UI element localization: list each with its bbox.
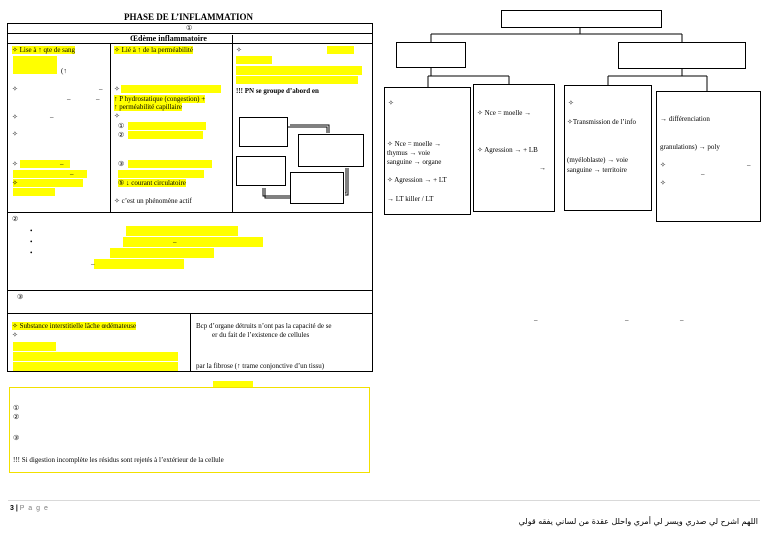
box1-line2: thymus → voie xyxy=(387,149,431,157)
col2-line3: ↑ perméabilité capillaire xyxy=(114,103,183,111)
box3-line2: (myéloblaste) → voie xyxy=(567,156,629,164)
col1-line2: (↑ xyxy=(61,67,67,75)
section-2-dash: – xyxy=(173,238,177,246)
col1-bullet: ✧ xyxy=(12,130,18,138)
section-3-number: ③ xyxy=(17,293,24,301)
highlight-mark xyxy=(128,122,206,130)
section-2-bullet: • xyxy=(30,238,33,246)
highlight-mark xyxy=(118,170,204,178)
highlight-mark xyxy=(121,85,221,93)
col1-bullet: ✧ xyxy=(12,179,18,187)
box1-line1: ✧ Nce = moelle → xyxy=(387,140,442,148)
box4-line2: granulations) → poly xyxy=(660,143,720,151)
highlight-mark xyxy=(236,66,362,75)
box3-bullet: ✧ xyxy=(568,99,574,107)
page-number: 3 xyxy=(10,505,14,512)
highlight-mark xyxy=(327,46,354,54)
highlight-mark xyxy=(13,188,55,196)
highlight-mark xyxy=(236,76,358,84)
highlight-mark xyxy=(126,226,238,236)
col2-actif: ✧ c’est un phénomène actif xyxy=(114,197,192,205)
col3-pn: !!! PN se groupe d’abord en xyxy=(236,87,319,95)
under-dash: – xyxy=(680,316,684,324)
section-4-n2: ② xyxy=(13,413,20,421)
monocyte-box xyxy=(564,85,652,211)
highlight-mark xyxy=(128,131,203,139)
highlight-mark xyxy=(128,160,212,168)
section-2-bullet: • xyxy=(30,249,33,257)
col2-bullet: ✧ xyxy=(114,112,120,120)
box1-bullet: ✧ xyxy=(388,99,394,107)
col1-dash: – xyxy=(50,113,54,121)
col1-dash: – xyxy=(70,170,74,178)
pn-box xyxy=(298,134,364,167)
box1-line5: → LT killer / LT xyxy=(387,195,434,203)
section-3-left-line1: ✧ Substance interstitielle lâche œdémateuse xyxy=(12,322,137,330)
diagram-right-box xyxy=(618,42,746,69)
box2-line2: ✧ Agression → + LB xyxy=(477,146,538,154)
section-4-n1: ① xyxy=(13,404,20,412)
box1-line4: ✧ Agression → + LT xyxy=(387,176,447,184)
section-4-n3: ③ xyxy=(13,434,20,442)
col1-dash: – xyxy=(96,95,100,103)
under-dash: – xyxy=(534,316,538,324)
box4-bullet: ✧ xyxy=(660,161,666,169)
section-4-note: !!! Si digestion incomplète les résidus sont rejetés à l’extérieur de la cellule xyxy=(13,456,224,464)
col1-bullet: ✧ xyxy=(12,113,18,121)
box2-line1: ✧ Nce = moelle → xyxy=(477,109,532,117)
col1-bullet: ✧ xyxy=(12,160,18,168)
page-word: P a g e xyxy=(19,505,49,512)
page-separator: | xyxy=(15,505,18,512)
col3-bullet: ✧ xyxy=(236,46,242,54)
section-3-right-line3: par la fibrose (↑ trame conjonctive d’un tissu) xyxy=(196,362,325,370)
pn-box xyxy=(290,172,344,204)
col1-dash: – xyxy=(67,95,71,103)
highlight-mark xyxy=(13,56,57,74)
col1-bullet: ✧ xyxy=(12,85,18,93)
col2-n2: ② xyxy=(118,131,125,139)
box3-line3: sanguine → territoire xyxy=(567,166,627,174)
col1-dash: – xyxy=(99,85,103,93)
section-3-right-line1: Bcp d’organe détruits n’ont pas la capacité de se xyxy=(196,322,332,330)
section-1-number: ① xyxy=(186,24,193,32)
section-3-left-line2: ✧ xyxy=(12,331,18,339)
oedeme-title: Œdème inflammatoire xyxy=(130,34,207,43)
highlight-mark xyxy=(13,362,178,371)
box1-line3: sanguine → organe xyxy=(387,158,442,166)
col2-courant: ⑤ ↓ courant circulatoire xyxy=(118,179,186,187)
section-3-right-line2: er du fait de l’existence de cellules xyxy=(212,331,310,339)
box4-bullet: ✧ xyxy=(660,179,666,187)
page-title: PHASE DE L’INFLAMMATION xyxy=(124,12,254,22)
col2-n1: ① xyxy=(118,122,125,130)
col2-line1: ✧ Lié à ↑ de la perméabilité xyxy=(114,46,193,54)
col1-dash: – xyxy=(60,160,64,168)
highlight-mark xyxy=(236,56,272,64)
col2-n3: ③ xyxy=(118,160,125,168)
footer-rule xyxy=(8,500,760,501)
col1-line1: ✧ Lise à ↑ qte de sang xyxy=(12,46,76,54)
box3-line1: ✧Transmission de l’info xyxy=(567,118,636,126)
pn-box xyxy=(236,156,286,186)
highlight-mark xyxy=(13,170,87,178)
highlight-mark xyxy=(13,352,178,361)
highlight-mark xyxy=(13,179,83,187)
box2-line3: → xyxy=(539,164,546,172)
highlight-mark xyxy=(13,342,56,351)
pn-box xyxy=(239,117,288,147)
section-2-number: ② xyxy=(12,215,19,223)
box4-dash: – xyxy=(747,161,751,169)
section-2-dash: – xyxy=(91,260,95,268)
box4-dash: – xyxy=(701,170,705,178)
diagram-left-box xyxy=(396,42,466,68)
diagram-root-box xyxy=(501,10,662,28)
polynuclear-box xyxy=(656,91,761,222)
under-dash: – xyxy=(625,316,629,324)
col2-line2: ↑ P hydrostatique (congestion) + xyxy=(114,95,206,103)
box4-line1: → différenciation xyxy=(660,115,710,123)
section-2-bullet: • xyxy=(30,227,33,235)
highlight-mark xyxy=(110,248,214,258)
arabic-prayer: اللهم اشرح لي صدري ويسر لي أمري واحلل عقدة من لساني يفقه قولي xyxy=(518,517,758,526)
col2-bullet: ✧ xyxy=(114,85,120,93)
highlight-mark xyxy=(123,237,263,247)
highlight-mark xyxy=(94,259,184,269)
